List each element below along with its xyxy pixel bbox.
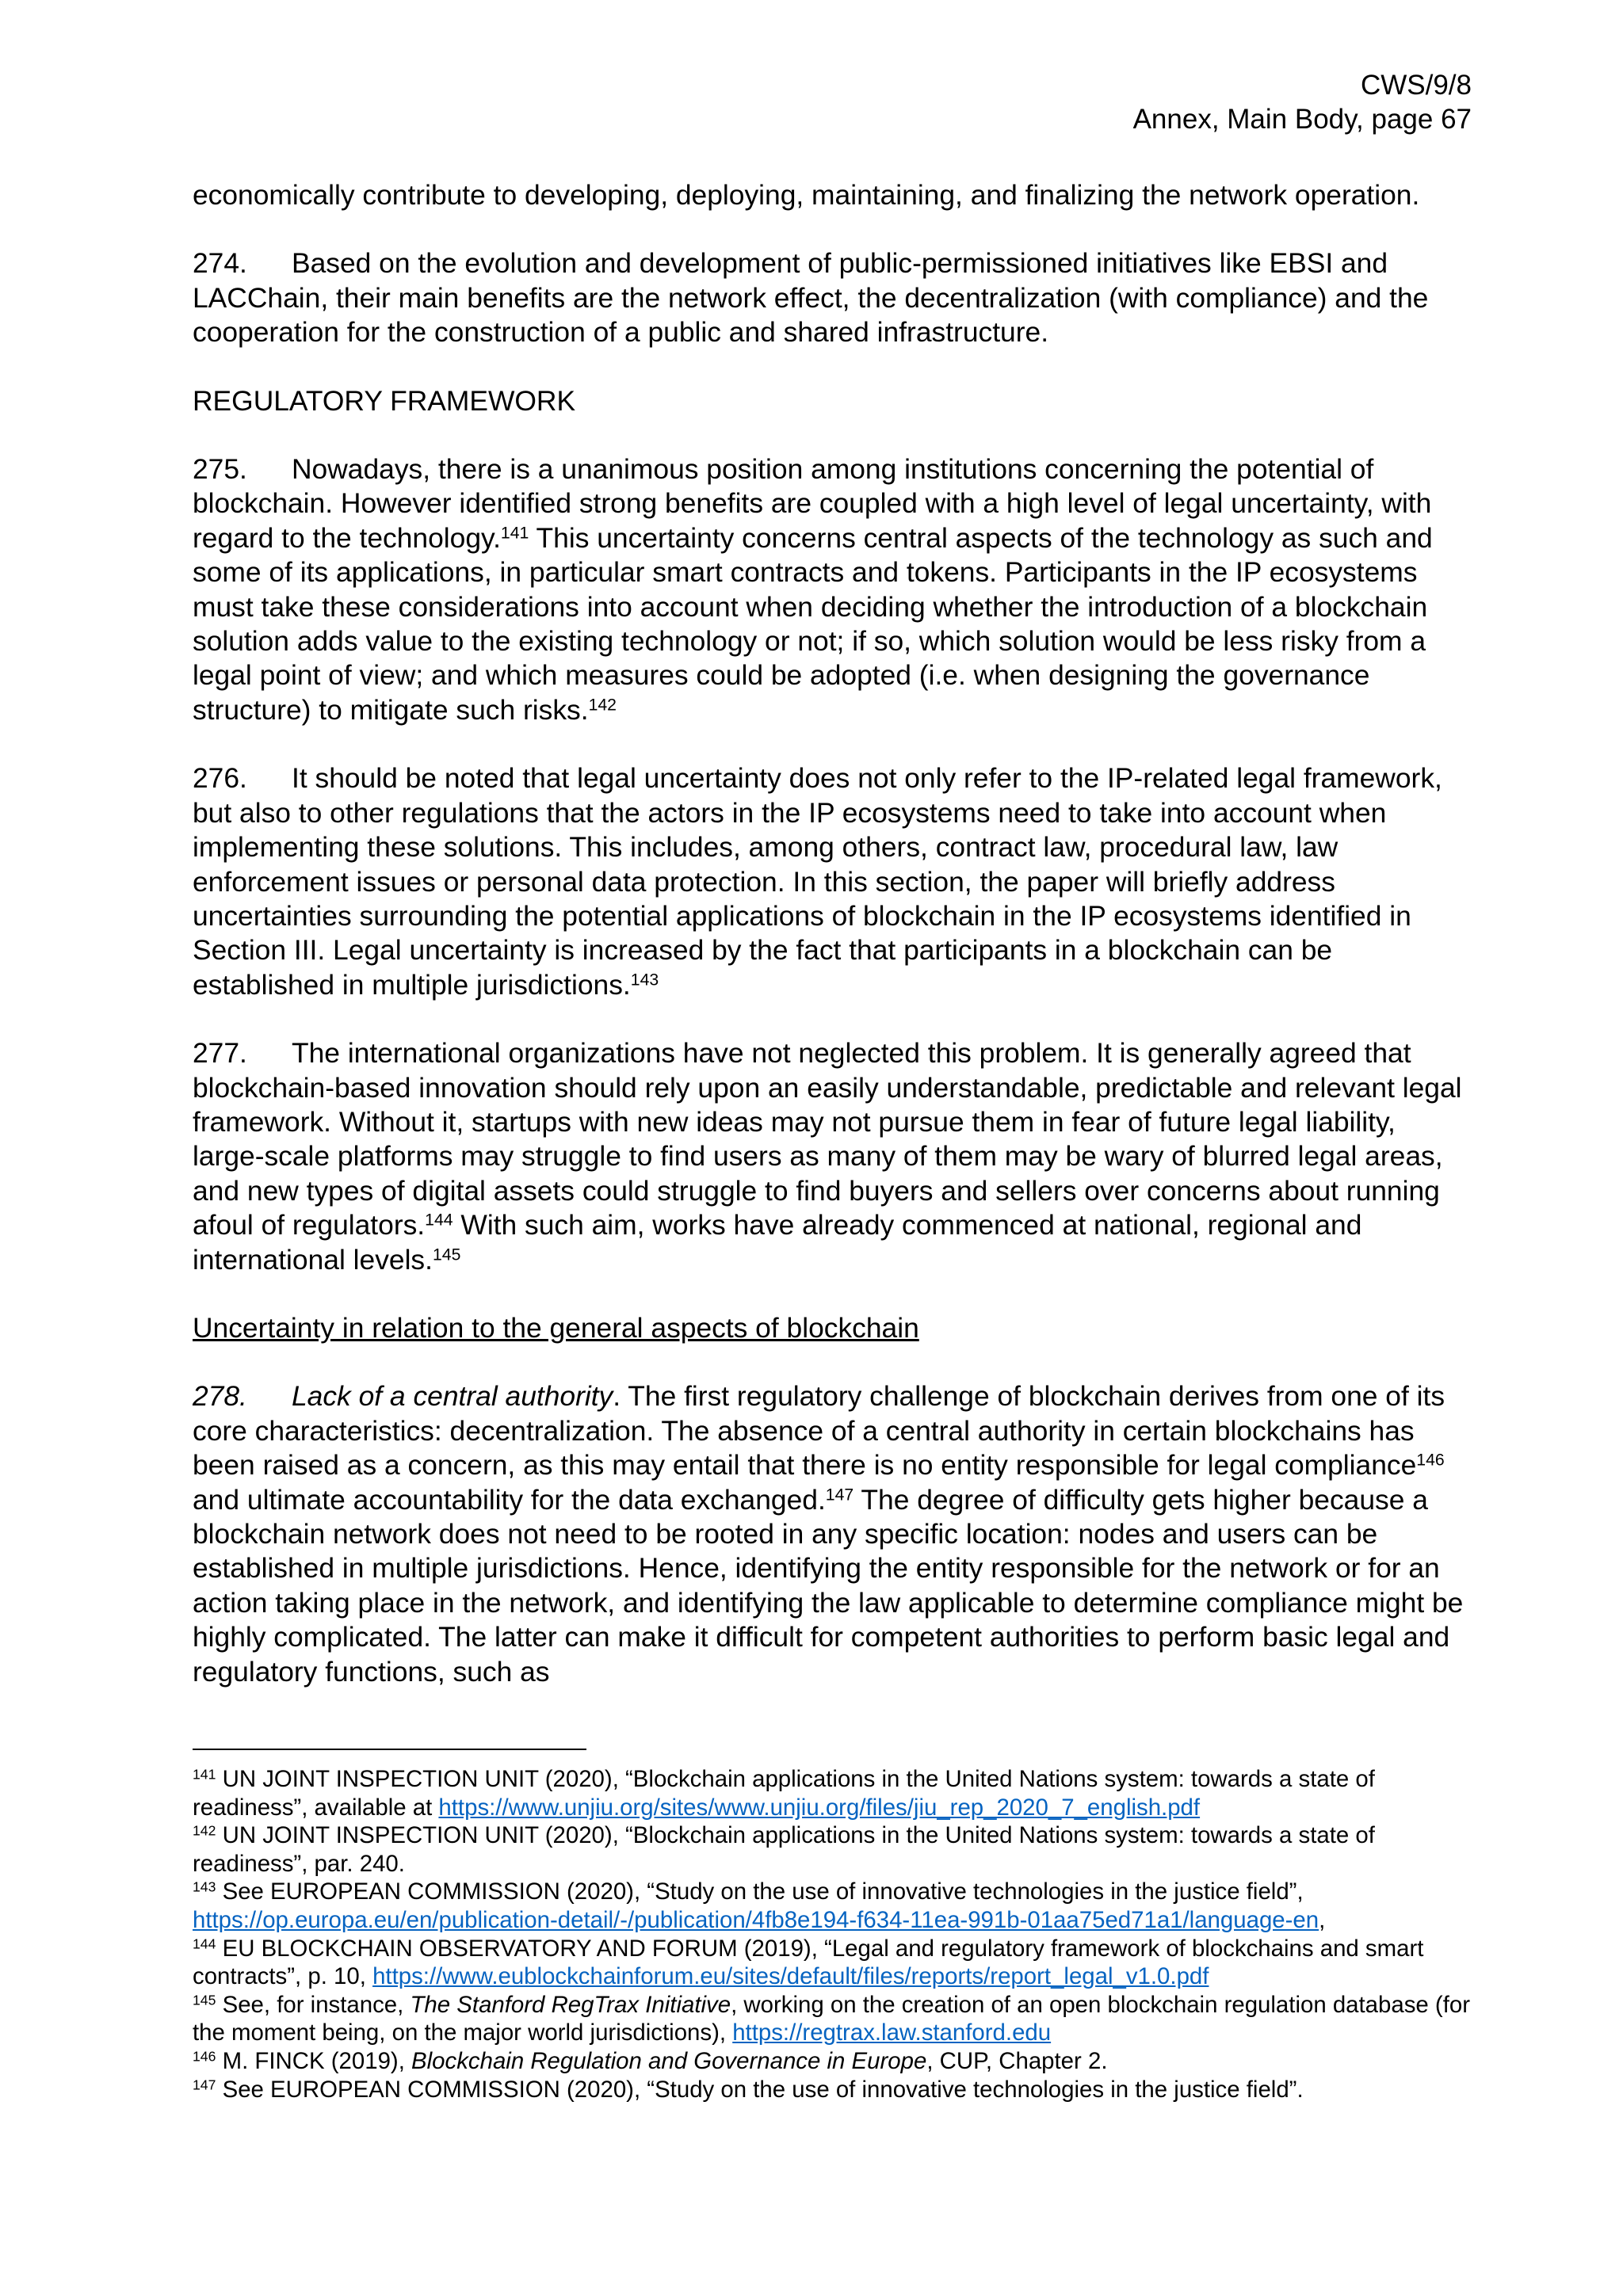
paragraph-text: The degree of difficulty gets higher because a blockchain network does not need to be rooted in any specific location: nodes and users can be established in multiple jurisdictions. Hence, identifying the entity responsible for the network or for an action taking place in the network, and identifying the law applicable to determine compliance might be highly complicated. The latter can make it difficult for competent authorities to perform basic legal and regulatory functions, such as <box>193 1483 1464 1688</box>
paragraph-number: 274. <box>193 247 247 280</box>
footnote-text: See, for instance, <box>216 1991 411 2018</box>
footnote-separator <box>193 1749 586 1750</box>
footnote-link[interactable]: https://regtrax.law.stanford.edu <box>732 2019 1052 2046</box>
paragraph-text: . The first regulatory challenge of blockchain derives from one of its core characteristics: decentralization. The absence of a central authority in certain blockchains has been raised as a concern, as this may entail that there is no entity responsible for legal compliance <box>193 1380 1445 1482</box>
footnote-text: , <box>1319 1906 1326 1933</box>
footnote-text: M. FINCK (2019), <box>216 2047 412 2074</box>
footnote-ref-144[interactable]: 144 <box>425 1210 453 1230</box>
footnote-italic-title: Blockchain Regulation and Governance in Europe <box>411 2047 927 2074</box>
paragraph-text: It should be noted that legal uncertainty does not only refer to the IP-related legal framework, but also to other regulations that the actors in the IP ecosystems need to take into account when implementing these solutions. This includes, among others, contract law, procedural law, law enforcement issues or personal data protection. In this section, the paper will briefly address uncertainties surrounding the potential applications of blockchain in the IP ecosystems identified in Section III. Legal uncertainty is increased by the fact that participants in a blockchain can be established in multiple jurisdictions. <box>193 762 1442 1001</box>
footnote-number: 144 <box>193 1935 216 1951</box>
paragraph-continued: economically contribute to developing, deploying, maintaining, and finalizing the network operation. <box>193 179 1420 211</box>
footnote-text: EU BLOCKCHAIN OBSERVATORY AND FORUM (2019), “Legal and regulatory framework of blockchains and smart contracts”, p. 10, <box>193 1935 1424 1990</box>
paragraph-number: 278. <box>193 1380 247 1413</box>
footnote-number: 147 <box>193 2076 216 2092</box>
footnote-link[interactable]: https://www.unjiu.org/sites/www.unjiu.org/files/jiu_rep_2020_7_english.pdf <box>438 1794 1201 1821</box>
main-text <box>193 178 1475 1723</box>
paragraph-274 <box>193 246 1475 349</box>
footnote-ref-147[interactable]: 147 <box>825 1484 854 1504</box>
section-heading: REGULATORY FRAMEWORK <box>193 384 576 417</box>
paragraph-276 <box>193 761 1475 1002</box>
footnote-141 <box>193 1765 1475 1821</box>
footnote-ref-145[interactable]: 145 <box>432 1244 461 1264</box>
footnote-number: 143 <box>193 1878 216 1895</box>
footnote-number: 142 <box>193 1822 216 1839</box>
footnote-link[interactable]: https://op.europa.eu/en/publication-detail/-/publication/4fb8e194-f634-11ea-991b-01aa75ed71a1/language-en <box>193 1906 1319 1933</box>
paragraph-text: The international organizations have not neglected this problem. It is generally agreed that blockchain-based innovation should rely upon an easily understandable, predictable and relevant legal framework. Without it, startups with new ideas may not pursue them in fear of future legal liability, large-scale platforms may struggle to find users as many of them may be wary of blurred legal areas, and new types of digital assets could struggle to find buyers and sellers over concerns about running afoul of regulators. <box>193 1037 1462 1241</box>
footnote-text: , CUP, Chapter 2. <box>926 2047 1108 2074</box>
footnote-147 <box>193 2076 1475 2104</box>
footnote-ref-141[interactable]: 141 <box>500 523 529 543</box>
paragraph-text: With such aim, works have already commenced at national, regional and international levels. <box>193 1209 1362 1276</box>
footnote-143 <box>193 1878 1475 1934</box>
footnote-number: 146 <box>193 2048 216 2065</box>
footnote-ref-142[interactable]: 142 <box>588 695 617 715</box>
footnote-ref-146[interactable]: 146 <box>1416 1450 1445 1470</box>
page-reference: Annex, Main Body, page 67 <box>1132 104 1472 135</box>
paragraph-number: 276. <box>193 762 247 795</box>
footnote-text: , working on the creation of an open blockchain regulation database (for the moment being, on the major world jurisdictions), <box>193 1991 1471 2046</box>
paragraph-275 <box>193 452 1475 727</box>
footnote-text: UN JOINT INSPECTION UNIT (2020), “Blockchain applications in the United Nations system: towards a state of readiness”, available at <box>193 1766 1375 1821</box>
paragraph-number: 275. <box>193 453 247 486</box>
document-page <box>193 0 1475 2296</box>
footnote-142 <box>193 1821 1475 1878</box>
footnote-145 <box>193 1991 1475 2047</box>
paragraph-277 <box>193 1036 1475 1277</box>
footnote-text: See EUROPEAN COMMISSION (2020), “Study on the use of innovative technologies in the justice field”. <box>216 2076 1304 2103</box>
paragraph-number: 277. <box>193 1037 247 1070</box>
subheading: Uncertainty in relation to the general aspects of blockchain <box>193 1311 919 1344</box>
paragraph-text: This uncertainty concerns central aspects of the technology as such and some of its applications, in particular smart contracts and tokens. Participants in the IP ecosystems must take these considerations into account when deciding whether the introduction of a blockchain solution adds value to the existing technology or not; if so, which solution would be less risky from a legal point of view; and which measures could be adopted (i.e. when designing the governance structure) to mitigate such risks. <box>193 521 1433 726</box>
footnote-number: 145 <box>193 1992 216 2008</box>
paragraph-text: Nowadays, there is a unanimous position among institutions concerning the potential of blockchain. However identified strong benefits are coupled with a high level of legal uncertainty, with regard to the technology. <box>193 453 1432 554</box>
paragraph-text: and ultimate accountability for the data exchanged. <box>193 1483 826 1516</box>
footnote-146 <box>193 2047 1475 2076</box>
footnote-text: UN JOINT INSPECTION UNIT (2020), “Blockchain applications in the United Nations system: towards a state of readiness”, par. 240. <box>193 1822 1375 1877</box>
footnote-italic-title: The Stanford RegTrax Initiative <box>410 1991 731 2018</box>
paragraph-title: Lack of a central authority <box>292 1380 613 1413</box>
footnote-number: 141 <box>193 1766 216 1783</box>
footnote-144 <box>193 1935 1475 1991</box>
paragraph-278 <box>193 1379 1475 1689</box>
paragraph-text: Based on the evolution and development of public-permissioned initiatives like EBSI and LACChain, their main benefits are the network effect, the decentralization (with compliance) and the cooperation for the construction of a public and shared infrastructure. <box>193 247 1429 349</box>
page-header <box>1133 68 1472 136</box>
document-code: CWS/9/8 <box>1360 70 1472 101</box>
footnote-ref-143[interactable]: 143 <box>630 970 659 990</box>
footnotes <box>193 1765 1475 2103</box>
footnote-text: See EUROPEAN COMMISSION (2020), “Study on the use of innovative technologies in the justice field”, <box>216 1878 1304 1905</box>
footnote-link[interactable]: https://www.eublockchainforum.eu/sites/default/files/reports/report_legal_v1.0.pdf <box>372 1963 1209 1990</box>
